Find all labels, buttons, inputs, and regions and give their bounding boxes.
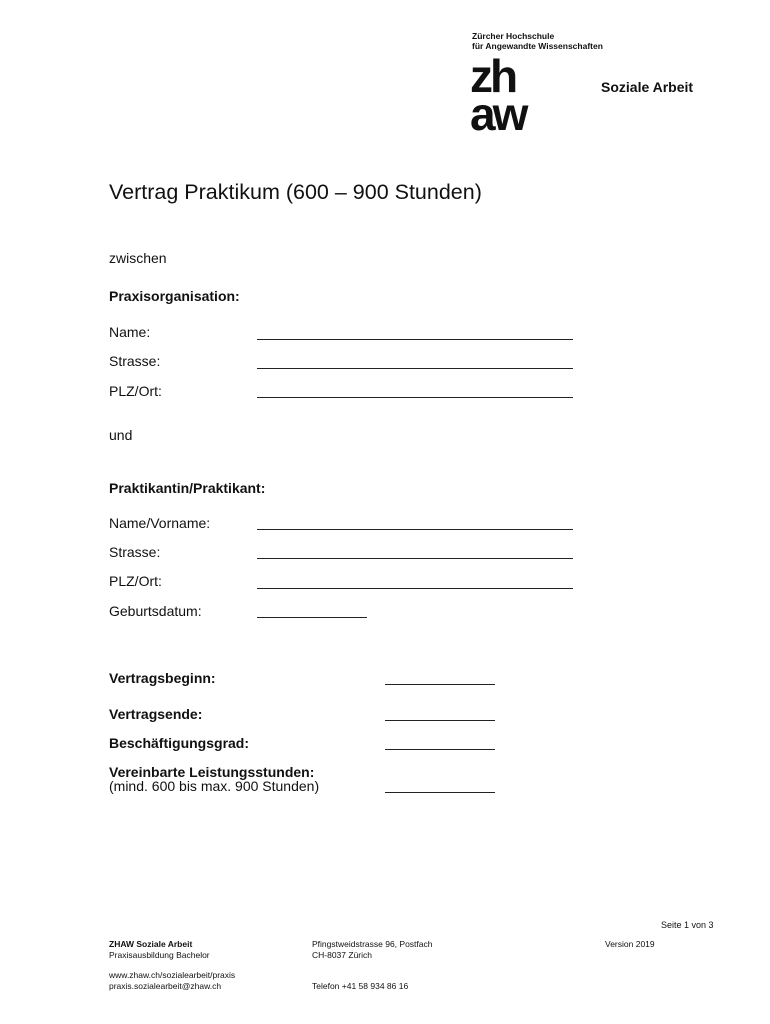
org-street-field[interactable] xyxy=(257,368,573,369)
intern-birth-label: Geburtsdatum: xyxy=(109,603,202,619)
logo-line-2: aw xyxy=(470,88,526,140)
page-number: Seite 1 von 3 xyxy=(661,920,714,930)
contract-start-field[interactable] xyxy=(385,684,495,685)
footer-address-line-2: CH-8037 Zürich xyxy=(312,950,372,960)
footer-phone: Telefon +41 58 934 86 16 xyxy=(312,981,409,991)
contract-end-field[interactable] xyxy=(385,720,495,721)
intern-street-label: Strasse: xyxy=(109,544,161,560)
zhaw-logo xyxy=(470,50,554,140)
intern-name-field[interactable] xyxy=(257,529,573,530)
employment-level-field[interactable] xyxy=(385,749,495,750)
org-city-field[interactable] xyxy=(257,397,573,398)
intern-street-field[interactable] xyxy=(257,558,573,559)
contract-start-label: Vertragsbeginn: xyxy=(109,670,216,686)
intern-city-label: PLZ/Ort: xyxy=(109,573,162,589)
intern-heading: Praktikantin/Praktikant: xyxy=(109,480,266,496)
logo-line-1: zh xyxy=(470,50,516,102)
org-city-label: PLZ/Ort: xyxy=(109,383,162,399)
between-text: zwischen xyxy=(109,250,167,266)
contract-end-label: Vertragsende: xyxy=(109,706,203,722)
intern-city-field[interactable] xyxy=(257,588,573,589)
footer-address-line-1: Pfingstweidstrasse 96, Postfach xyxy=(312,939,433,949)
employment-level-label: Beschäftigungsgrad: xyxy=(109,735,250,751)
footer-program: Praxisausbildung Bachelor xyxy=(109,950,210,960)
intern-birth-field[interactable] xyxy=(257,617,367,618)
org-heading: Praxisorganisation: xyxy=(109,288,240,304)
document-title: Vertrag Praktikum (600 – 900 Stunden) xyxy=(109,180,482,204)
institution-line-1: Zürcher Hochschule xyxy=(472,31,555,41)
agreed-hours-field[interactable] xyxy=(385,792,495,793)
institution-line-2: für Angewandte Wissenschaften xyxy=(472,41,603,51)
agreed-hours-note: (mind. 600 bis max. 900 Stunden) xyxy=(109,778,320,794)
footer-org-name: ZHAW Soziale Arbeit xyxy=(109,939,193,949)
and-text: und xyxy=(109,427,133,443)
institution-name xyxy=(472,31,603,51)
org-street-label: Strasse: xyxy=(109,353,161,369)
org-name-field[interactable] xyxy=(257,339,573,340)
department-name: Soziale Arbeit xyxy=(601,79,694,95)
agreed-hours-label: Vereinbarte Leistungsstunden: xyxy=(109,764,315,780)
footer-version: Version 2019 xyxy=(605,939,655,949)
intern-name-label: Name/Vorname: xyxy=(109,515,211,531)
footer-website-link[interactable]: www.zhaw.ch/sozialearbeit/praxis xyxy=(109,970,236,980)
org-name-label: Name: xyxy=(109,324,151,340)
footer-email-link[interactable]: praxis.sozialearbeit@zhaw.ch xyxy=(109,981,222,991)
